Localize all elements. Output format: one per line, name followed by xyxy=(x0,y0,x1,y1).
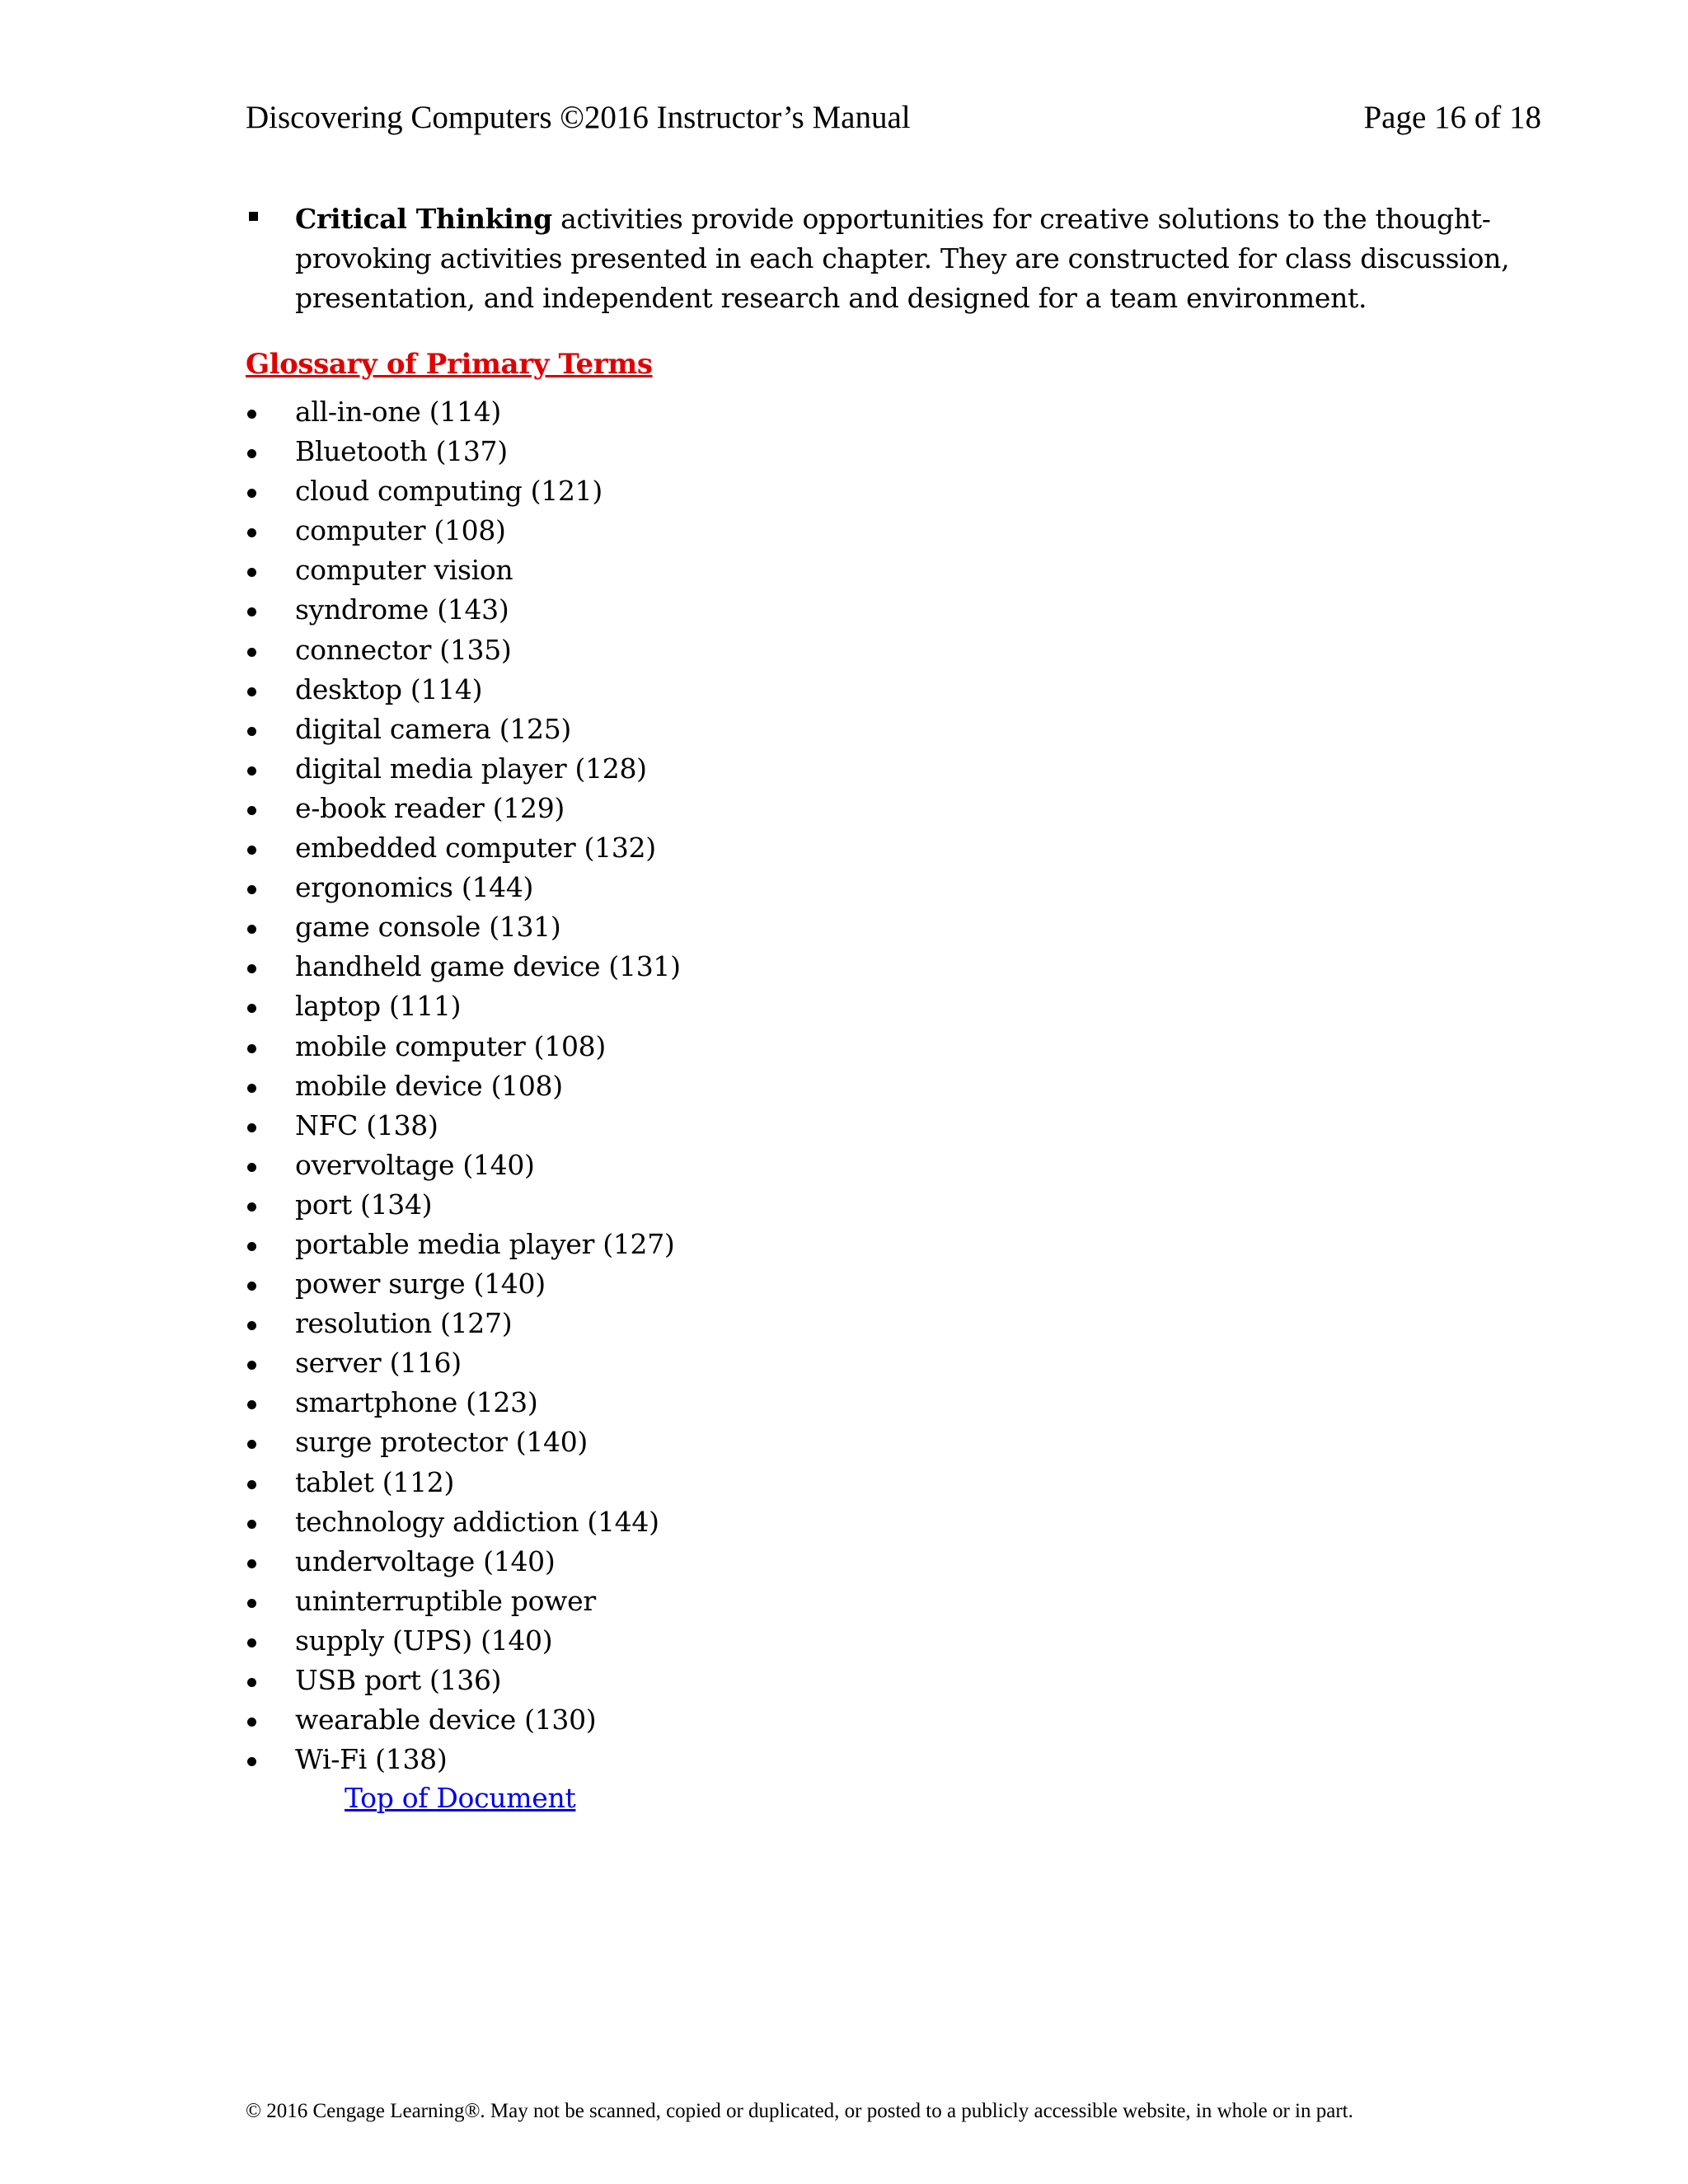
glossary-heading: Glossary of Primary Terms xyxy=(246,348,653,381)
glossary-term-text: port (134) xyxy=(295,1188,433,1221)
glossary-term-text: computer (108) xyxy=(295,514,506,547)
glossary-term-item xyxy=(246,789,681,828)
glossary-term-text: laptop (111) xyxy=(295,990,462,1023)
bullet-icon xyxy=(247,1123,256,1132)
glossary-term-text: e-book reader (129) xyxy=(295,791,565,824)
glossary-term-text: mobile device (108) xyxy=(295,1069,563,1102)
glossary-term-item xyxy=(246,1027,681,1066)
bullet-icon xyxy=(247,1559,256,1568)
glossary-term-item xyxy=(246,1066,681,1106)
glossary-term-text: USB port (136) xyxy=(295,1664,502,1696)
glossary-term-item xyxy=(246,907,681,947)
glossary-term-text: handheld game device (131) xyxy=(295,950,681,983)
glossary-term-item xyxy=(246,432,681,471)
bullet-icon xyxy=(247,1480,256,1489)
glossary-term-item xyxy=(246,828,681,868)
page-number: Page 16 of 18 xyxy=(1363,100,1541,135)
page-header xyxy=(246,97,1541,138)
bullet-icon xyxy=(247,1718,256,1727)
glossary-term-item xyxy=(246,987,681,1026)
bullet-icon xyxy=(247,1163,256,1172)
glossary-term-item xyxy=(246,551,681,590)
glossary-term-item xyxy=(246,1146,681,1185)
bullet-icon xyxy=(247,1084,256,1093)
glossary-term-item xyxy=(246,1700,681,1740)
glossary-term-item xyxy=(246,1422,681,1462)
bullet-icon xyxy=(247,1242,256,1251)
glossary-term-text: wearable device (130) xyxy=(295,1704,597,1736)
glossary-term-text: mobile computer (108) xyxy=(295,1029,606,1062)
glossary-term-item xyxy=(246,1185,681,1225)
glossary-term-text: tablet (112) xyxy=(295,1465,455,1498)
critical-thinking-label: Critical Thinking xyxy=(295,203,552,235)
glossary-term-item xyxy=(246,630,681,670)
bullet-icon xyxy=(247,1361,256,1370)
glossary-term-text: game console (131) xyxy=(295,911,561,944)
bullet-icon xyxy=(247,1520,256,1529)
glossary-term-text: ergonomics (144) xyxy=(295,871,534,904)
glossary-term-text: desktop (114) xyxy=(295,673,483,705)
glossary-term-item xyxy=(246,1304,681,1343)
glossary-term-item xyxy=(246,1661,681,1700)
bullet-icon xyxy=(247,964,256,973)
glossary-term-text: power surge (140) xyxy=(295,1268,546,1301)
bullet-icon xyxy=(247,568,256,577)
critical-thinking-paragraph xyxy=(295,199,1556,318)
glossary-term-item xyxy=(246,710,681,749)
glossary-term-item xyxy=(246,1463,681,1502)
bullet-icon xyxy=(247,449,256,458)
bullet-icon xyxy=(247,806,256,815)
glossary-term-text: NFC (138) xyxy=(295,1108,438,1141)
bullet-icon xyxy=(247,1400,256,1409)
glossary-term-text: computer vision xyxy=(295,554,513,587)
glossary-term-text: syndrome (143) xyxy=(295,593,509,626)
glossary-term-text: technology addiction (144) xyxy=(295,1505,659,1538)
copyright-footer: © 2016 Cengage Learning®. May not be scanned, copied or duplicated, or posted to a publicly accessible website, in whole or in part. xyxy=(246,2100,1353,2122)
glossary-term-item xyxy=(246,947,681,987)
bullet-icon xyxy=(247,528,256,537)
bullet-icon xyxy=(247,1440,256,1449)
glossary-term-text: undervoltage (140) xyxy=(295,1544,556,1577)
critical-thinking-text: activities provide opportunities for creative solutions to the thought-provoking activities presented in each chapter. They are constructed for class discussion, presentation, and independent research and designed for a team environment. xyxy=(295,203,1510,314)
glossary-term-text: digital media player (128) xyxy=(295,752,647,785)
glossary-term-text: surge protector (140) xyxy=(295,1426,588,1459)
glossary-term-text: all-in-one (114) xyxy=(295,396,501,428)
glossary-term-item xyxy=(246,1106,681,1146)
glossary-term-text: server (116) xyxy=(295,1347,462,1380)
top-of-document-link[interactable]: Top of Document xyxy=(345,1782,576,1814)
glossary-term-item xyxy=(246,1582,681,1621)
glossary-term-text: resolution (127) xyxy=(295,1307,513,1340)
glossary-term-item xyxy=(246,471,681,511)
bullet-icon xyxy=(247,410,256,419)
glossary-term-text: embedded computer (132) xyxy=(295,832,656,865)
glossary-term-item xyxy=(246,1502,681,1542)
glossary-term-text: connector (135) xyxy=(295,633,512,666)
bullet-icon xyxy=(247,489,256,498)
glossary-term-text: portable media player (127) xyxy=(295,1227,675,1260)
glossary-term-text: smartphone (123) xyxy=(295,1386,538,1419)
glossary-term-item xyxy=(246,1740,681,1779)
bullet-icon xyxy=(247,727,256,736)
bullet-icon xyxy=(247,1678,256,1687)
bullet-icon xyxy=(247,1599,256,1608)
glossary-term-item xyxy=(246,1343,681,1383)
glossary-term-text: overvoltage (140) xyxy=(295,1148,535,1181)
bullet-icon xyxy=(247,766,256,776)
glossary-term-item xyxy=(246,868,681,907)
glossary-term-item xyxy=(246,1542,681,1582)
bullet-icon xyxy=(247,648,256,657)
bullet-icon xyxy=(247,687,256,696)
glossary-term-item xyxy=(246,1225,681,1264)
bullet-icon xyxy=(247,846,256,855)
document-title: Discovering Computers ©2016 Instructor’s Manual xyxy=(246,100,911,135)
bullet-icon xyxy=(247,1282,256,1291)
glossary-term-text: Wi-Fi (138) xyxy=(295,1743,448,1776)
critical-thinking-item xyxy=(246,199,1556,318)
glossary-term-item xyxy=(246,1621,681,1661)
glossary-term-text: cloud computing (121) xyxy=(295,475,603,508)
glossary-term-text: digital camera (125) xyxy=(295,712,571,745)
bullet-icon xyxy=(247,1202,256,1212)
bullet-icon xyxy=(247,1757,256,1766)
bullet-icon xyxy=(247,1004,256,1013)
glossary-term-list xyxy=(246,392,681,1779)
glossary-term-item xyxy=(246,670,681,710)
glossary-term-item xyxy=(246,749,681,789)
glossary-term-text: supply (UPS) (140) xyxy=(295,1624,553,1657)
glossary-term-item xyxy=(246,1264,681,1304)
glossary-term-text: uninterruptible power xyxy=(295,1584,596,1617)
glossary-term-item xyxy=(246,511,681,551)
glossary-term-item xyxy=(246,1383,681,1422)
bullet-icon xyxy=(247,1638,256,1647)
square-bullet-icon xyxy=(249,212,258,221)
bullet-icon xyxy=(247,1321,256,1330)
bullet-icon xyxy=(247,1044,256,1053)
bullet-icon xyxy=(247,885,256,894)
glossary-term-item xyxy=(246,590,681,630)
glossary-term-item xyxy=(246,392,681,432)
bullet-icon xyxy=(247,607,256,616)
glossary-term-text: Bluetooth (137) xyxy=(295,435,508,468)
bullet-icon xyxy=(247,925,256,934)
